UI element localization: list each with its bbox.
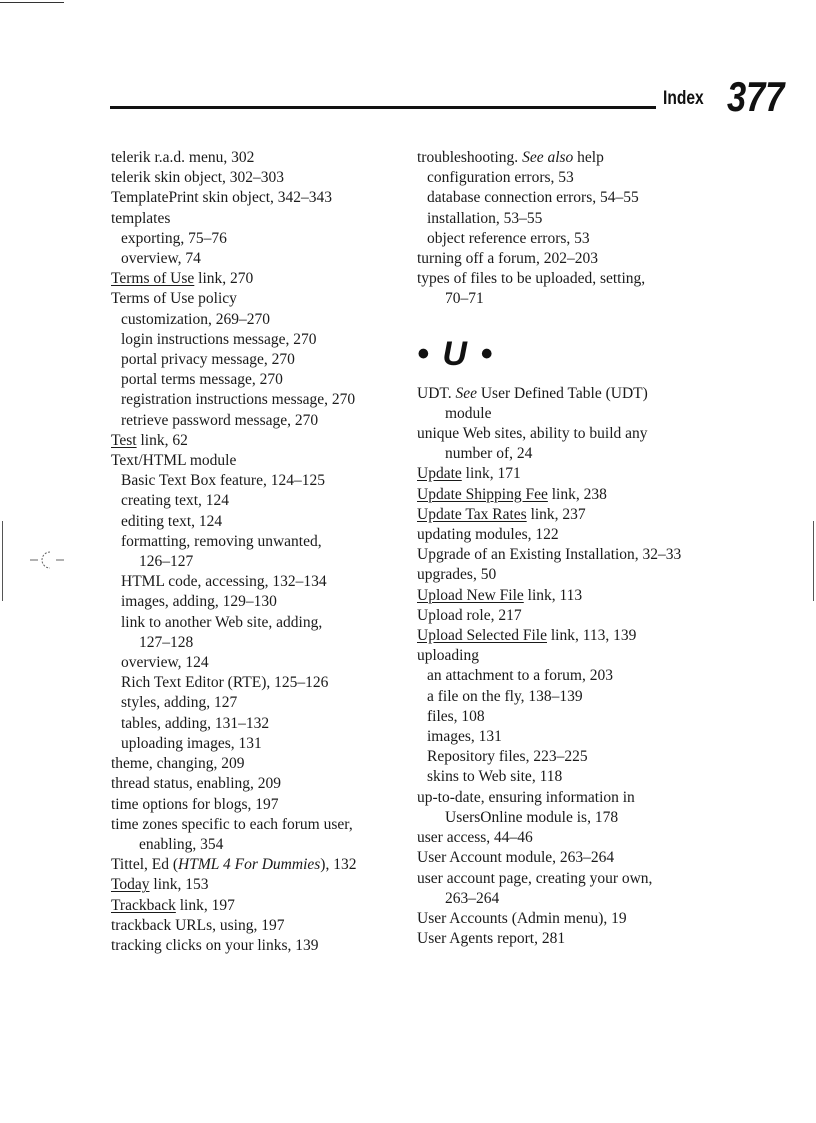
index-continuation: enabling, 354: [139, 835, 224, 853]
index-continuation: 126–127: [139, 553, 194, 571]
index-subentry: overview, 124: [121, 654, 209, 672]
index-subentry: retrieve password message, 270: [121, 411, 319, 429]
index-subentry: uploading images, 131: [121, 734, 262, 752]
index-subentry: exporting, 75–76: [121, 229, 227, 247]
index-entry: user access, 44–46: [417, 829, 533, 847]
index-entry: Update Tax Rates link, 237: [417, 505, 586, 523]
index-entry: Upload New File link, 113: [417, 586, 583, 604]
index-entry: UDT. See User Defined Table (UDT): [417, 384, 648, 402]
ui-link-term: Today: [111, 876, 150, 894]
ui-link-term: Upload Selected File: [417, 627, 547, 645]
index-continuation: 127–128: [139, 633, 194, 651]
index-entry: troubleshooting. See also help: [417, 149, 604, 166]
index-continuation: module: [445, 404, 492, 422]
index-entry: turning off a forum, 202–203: [417, 250, 598, 268]
index-subentry: an attachment to a forum, 203: [427, 667, 613, 685]
index-entry: time zones specific to each forum user,: [111, 815, 353, 833]
index-entry: User Accounts (Admin menu), 19: [417, 909, 627, 927]
ui-link-term: Terms of Use: [111, 270, 195, 288]
index-entry: time options for blogs, 197: [111, 795, 279, 813]
index-column-right: [417, 148, 717, 949]
index-entry: Terms of Use policy: [111, 290, 237, 308]
index-entry: Update Shipping Fee link, 238: [417, 485, 607, 503]
ui-link-term: Trackback: [111, 896, 176, 914]
index-subentry: tables, adding, 131–132: [121, 714, 270, 732]
index-entry: User Account module, 263–264: [417, 849, 615, 867]
index-entry: theme, changing, 209: [111, 755, 245, 773]
index-entry: Update link, 171: [417, 465, 521, 483]
index-entry: uploading: [417, 647, 479, 665]
index-column-left: [111, 148, 407, 956]
index-subentry: installation, 53–55: [427, 209, 543, 227]
cross-reference: See: [455, 384, 477, 402]
crop-mark-right: [813, 521, 814, 601]
index-entry: upgrades, 50: [417, 566, 497, 584]
index-entry: Upload role, 217: [417, 606, 522, 624]
index-subentry: database connection errors, 54–55: [427, 189, 639, 207]
section-heading-u: • U •: [417, 334, 495, 373]
index-entry: Upgrade of an Existing Installation, 32–33: [417, 546, 682, 564]
index-subentry: customization, 269–270: [121, 310, 270, 328]
index-continuation: 263–264: [445, 889, 500, 907]
index-entry: unique Web sites, ability to build any: [417, 425, 648, 443]
index-subentry: formatting, removing unwanted,: [121, 532, 322, 550]
index-entry: Upload Selected File link, 113, 139: [417, 627, 637, 645]
crop-mark-top: [0, 2, 64, 3]
index-entry: Today link, 153: [111, 876, 209, 894]
page-number: 377: [727, 73, 785, 120]
index-subentry: HTML code, accessing, 132–134: [121, 573, 327, 591]
index-entry: up-to-date, ensuring information in: [417, 788, 635, 806]
index-entry: telerik r.a.d. menu, 302: [111, 149, 255, 166]
index-entry: user account page, creating your own,: [417, 869, 653, 887]
index-subentry: object reference errors, 53: [427, 229, 590, 247]
ui-link-term: Update Tax Rates: [417, 505, 527, 523]
index-subentry: portal privacy message, 270: [121, 351, 295, 369]
ui-link-term: Update Shipping Fee: [417, 485, 548, 503]
index-subentry: Rich Text Editor (RTE), 125–126: [121, 674, 329, 692]
registration-mark-icon: [30, 547, 64, 573]
index-continuation: UsersOnline module is, 178: [445, 808, 619, 826]
index-subentry: images, 131: [427, 728, 502, 746]
header-rule: [110, 106, 656, 109]
index-subentry: editing text, 124: [121, 512, 223, 530]
index-continuation: number of, 24: [445, 445, 533, 463]
index-subentry: overview, 74: [121, 250, 201, 268]
index-entry: Text/HTML module: [111, 452, 237, 470]
index-continuation: 70–71: [445, 290, 484, 308]
ui-link-term: Test: [111, 431, 137, 449]
index-entry: templates: [111, 209, 171, 227]
index-entry: updating modules, 122: [417, 526, 559, 544]
index-entry: Tittel, Ed (HTML 4 For Dummies), 132: [111, 856, 357, 874]
index-entry: telerik skin object, 302–303: [111, 169, 285, 187]
index-subentry: login instructions message, 270: [121, 330, 317, 348]
index-entry: trackback URLs, using, 197: [111, 916, 285, 934]
index-entry: Test link, 62: [111, 431, 188, 449]
index-entry: Trackback link, 197: [111, 896, 235, 914]
index-subentry: files, 108: [427, 707, 485, 725]
cross-reference: See also: [522, 149, 574, 166]
index-subentry: images, adding, 129–130: [121, 593, 277, 611]
index-entry: User Agents report, 281: [417, 930, 566, 948]
book-title: HTML 4 For Dummies: [178, 856, 321, 874]
index-subentry: styles, adding, 127: [121, 694, 238, 712]
index-subentry: configuration errors, 53: [427, 169, 574, 187]
index-subentry: Basic Text Box feature, 124–125: [121, 472, 325, 490]
crop-mark-left: [2, 521, 3, 601]
index-entry: tracking clicks on your links, 139: [111, 936, 319, 954]
index-entry: Terms of Use link, 270: [111, 270, 254, 288]
running-head-label: Index: [663, 88, 704, 109]
index-entry: TemplatePrint skin object, 342–343: [111, 189, 333, 207]
index-subentry: link to another Web site, adding,: [121, 613, 323, 631]
index-subentry: creating text, 124: [121, 492, 230, 510]
index-subentry: portal terms message, 270: [121, 371, 283, 389]
index-subentry: Repository files, 223–225: [427, 748, 588, 766]
ui-link-term: Upload New File: [417, 586, 524, 604]
index-subentry: a file on the fly, 138–139: [427, 687, 583, 705]
ui-link-term: Update: [417, 465, 462, 483]
index-subentry: skins to Web site, 118: [427, 768, 563, 786]
index-entry: types of files to be uploaded, setting,: [417, 270, 646, 288]
index-entry: thread status, enabling, 209: [111, 775, 282, 793]
index-subentry: registration instructions message, 270: [121, 391, 356, 409]
